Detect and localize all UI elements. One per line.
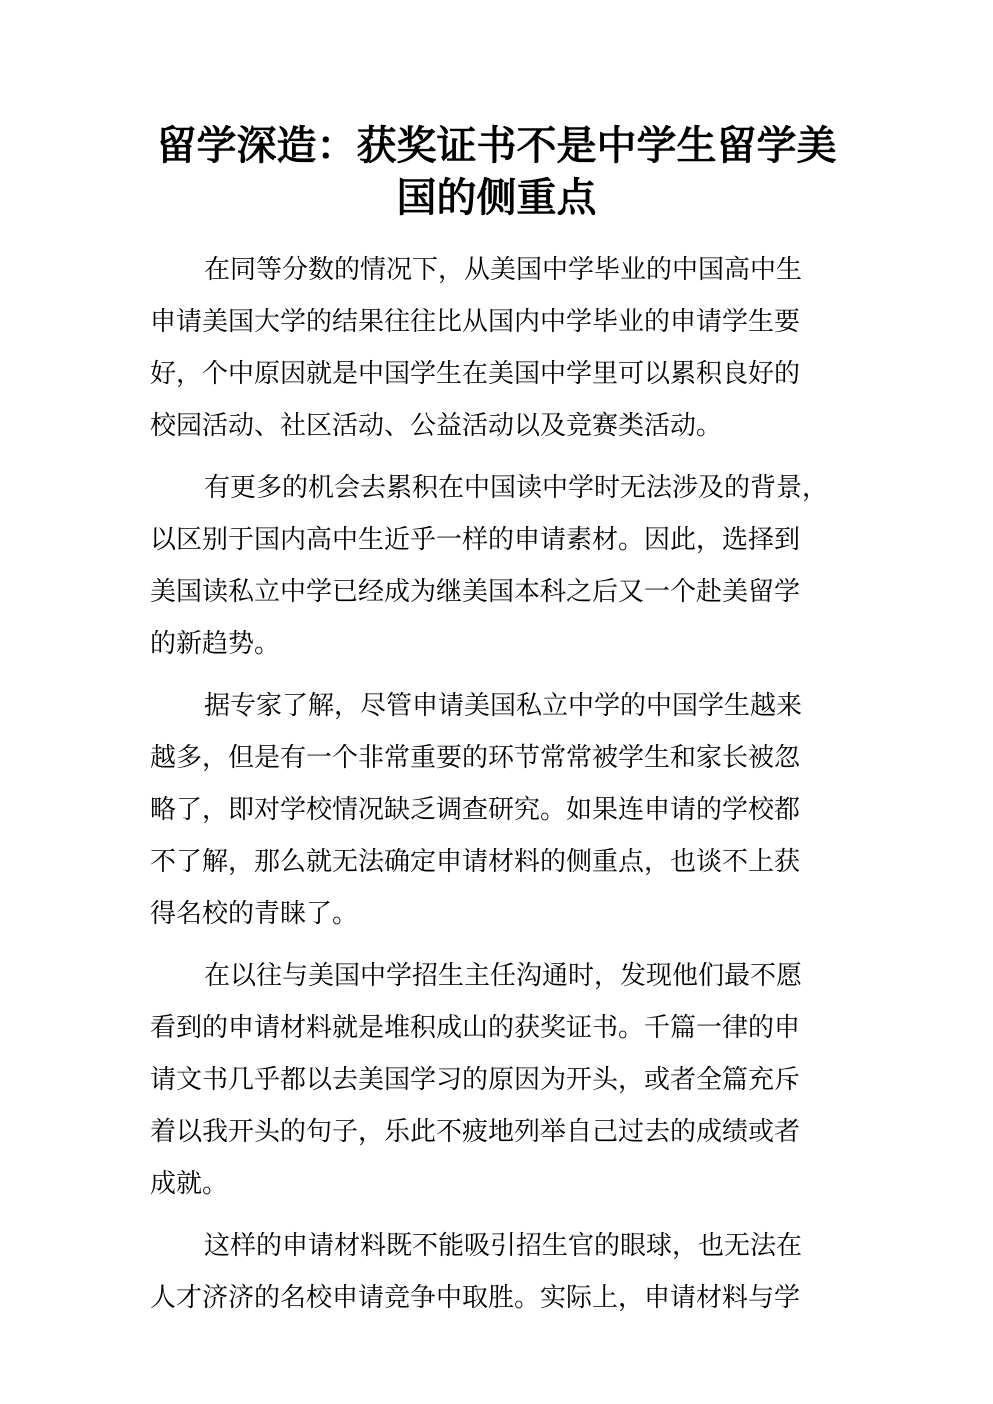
paragraph-line: 美国读私立中学已经成为继美国本科之后又一个赴美留学 <box>150 577 801 607</box>
paragraph-1 <box>150 244 843 452</box>
paragraph-line: 在同等分数的情况下，从美国中学毕业的中国高中生 <box>204 255 803 285</box>
paragraph-line: 略了，即对学校情况缺乏调查研究。如果连申请的学校都 <box>150 795 801 825</box>
paragraph-line: 不了解，那么就无法确定申请材料的侧重点，也谈不上获 <box>150 847 801 877</box>
title-line: 留学深造：获奖证书不是中学生留学美 <box>156 122 837 169</box>
paragraph-line: 得名校的青睐了。 <box>150 899 359 929</box>
title-line: 国的侧重点 <box>396 174 597 221</box>
paragraph-4 <box>150 950 843 1210</box>
paragraph-line: 成就。 <box>150 1169 229 1199</box>
paragraph-line: 校园活动、社区活动、公益活动以及竞赛类活动。 <box>150 411 723 441</box>
paragraph-2 <box>150 462 843 670</box>
paragraph-line: 人才济济的名校申请竞争中取胜。实际上，申请材料与学 <box>150 1283 801 1313</box>
document-body <box>150 244 843 1334</box>
paragraph-line: 越多，但是有一个非常重要的环节常常被学生和家长被忽 <box>150 743 801 773</box>
paragraph-line: 这样的申请材料既不能吸引招生官的眼球，也无法在 <box>204 1231 803 1261</box>
paragraph-line: 着以我开头的句子，乐此不疲地列举自己过去的成绩或者 <box>150 1117 801 1147</box>
paragraph-line: 据专家了解，尽管申请美国私立中学的中国学生越来 <box>204 691 803 721</box>
paragraph-line: 以区别于国内高中生近乎一样的申请素材。因此，选择到 <box>150 525 801 555</box>
paragraph-line: 在以往与美国中学招生主任沟通时，发现他们最不愿 <box>204 961 803 991</box>
paragraph-line: 有更多的机会去累积在中国读中学时无法涉及的背景， <box>204 473 829 503</box>
paragraph-line: 请文书几乎都以去美国学习的原因为开头，或者全篇充斥 <box>150 1065 801 1095</box>
paragraph-line: 申请美国大学的结果往往比从国内中学毕业的申请学生要 <box>150 307 801 337</box>
paragraph-5 <box>150 1220 843 1324</box>
document-title <box>150 120 843 224</box>
paragraph-line: 的新趋势。 <box>150 629 281 659</box>
paragraph-line: 看到的申请材料就是堆积成山的获奖证书。千篇一律的申 <box>150 1013 801 1043</box>
paragraph-line: 好，个中原因就是中国学生在美国中学里可以累积良好的 <box>150 359 801 389</box>
paragraph-3 <box>150 680 843 940</box>
